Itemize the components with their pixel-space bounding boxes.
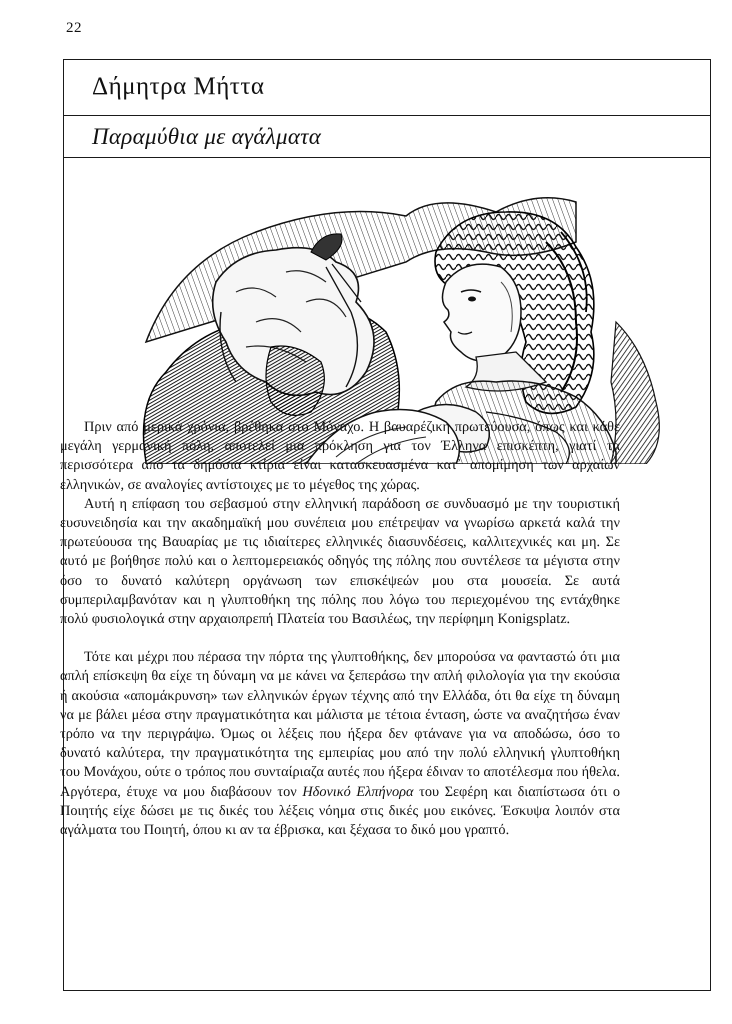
article-body — [60, 418, 620, 840]
paragraph-2: Αυτή η επίφαση του σεβασμού στην ελληνική παράδοση σε συνδυασμό με την τουριστική ευσυνειδησία και την ακαδημαϊκή μου συνέπεια μου επέτρεψαν να γνωρίσω αρκετά καλά την πρωτεύουσα της Βαυαρίας με τις ιδιαίτερες ελληνικές διασυνδέσεις, καλλιτεχνικές και μη. Σε αυτό με βοήθησε πολύ και ο λεπτομερειακός οδηγός της πόλης που συντέλεσε τα μέγιστα στην όσο το δυνατό καλύτερη οργάνωση των επισκέψεών μου στα μουσεία. Σε αυτά συμπεριλαμβανόταν και η γλυπτοθήκη της πόλης που λόγω του περιεχομένου της εντάχθηκε πολύ φυσιολογικά στην αρχαιοπρεπή Πλατεία του Βασιλέως, την περίφημη Konigsplatz. — [60, 495, 620, 628]
paragraph-1: Πριν από μερικά χρόνια, βρέθηκα στο Μόναχο. Η βαυαρέζικη πρωτεύουσα, όπως και κάθε μεγάλη γερμανική πόλη, αποτελεί μια πρόκληση για τον Έλληνα επισκέπτη, γιατί τα περισσότερα από τα δημόσια κτίρια είναι κατασκευασμένα κατ᾽ απομίμηση των αρχαίων ελληνικών, σε αναλογίες αντίστοιχες με το μέγεθος της χώρας. — [60, 419, 620, 493]
poem-title: Ηδονικό Ελπήνορα — [302, 783, 414, 800]
paragraph-3-end: του Σεφέρη και διαπίστωσα ότι ο Ποιητής είχε δώσει με τις δικές του λέξεις νόημα στις δικές μου εικόνες. Έσκυψα λοιπόν στα αγάλματα του Ποιητή, όπου κι αν τα έβρισκα, και ξέχασα το δικό μου γραπτό. — [60, 783, 620, 839]
author-name: Δήμητρα Μήττα — [92, 73, 265, 100]
paragraph-3 — [60, 648, 620, 840]
page-number: 22 — [66, 20, 82, 36]
title-row — [64, 116, 710, 158]
author-row — [64, 60, 710, 116]
paragraph-3-start: Τότε και μέχρι που πέρασα την πόρτα της γλυπτοθήκης, δεν μπορούσα να φανταστώ ότι μια απλή επίσκεψη θα είχε τη δύναμη να με κάνει να ξεπεράσω την απλή φιλολογία για την εκούσια ή ακούσια «απομάκρυνση» των ελληνικών έργων τέχνης από την Ελλάδα, ότι θα είχε τη δύναμη να με βάλει μέσα στην πραγματικότητα και μάλιστα με τέτοια ένταση, ώστε να αναζητήσω έναν τρόπο να την περιγράψω. Όμως οι λέξεις που ήξερα δεν φτάνανε για να αποδώσω, όσο το δυνατό καλύτερα, την πραγματικότητα της εμπειρίας μου από την πολύ ελληνική γλυπτοθήκη του Μονάχου, ούτε ο τρόπος που συνταίριαζα αυτές που ήξερα έδιναν το αποτέλεσμα που ήθελα. Αργότερα, έτυχε να μου διαβάσουν τον — [60, 649, 620, 800]
article-title: Παραμύθια με αγάλματα — [92, 124, 322, 149]
girl-face — [442, 264, 521, 361]
